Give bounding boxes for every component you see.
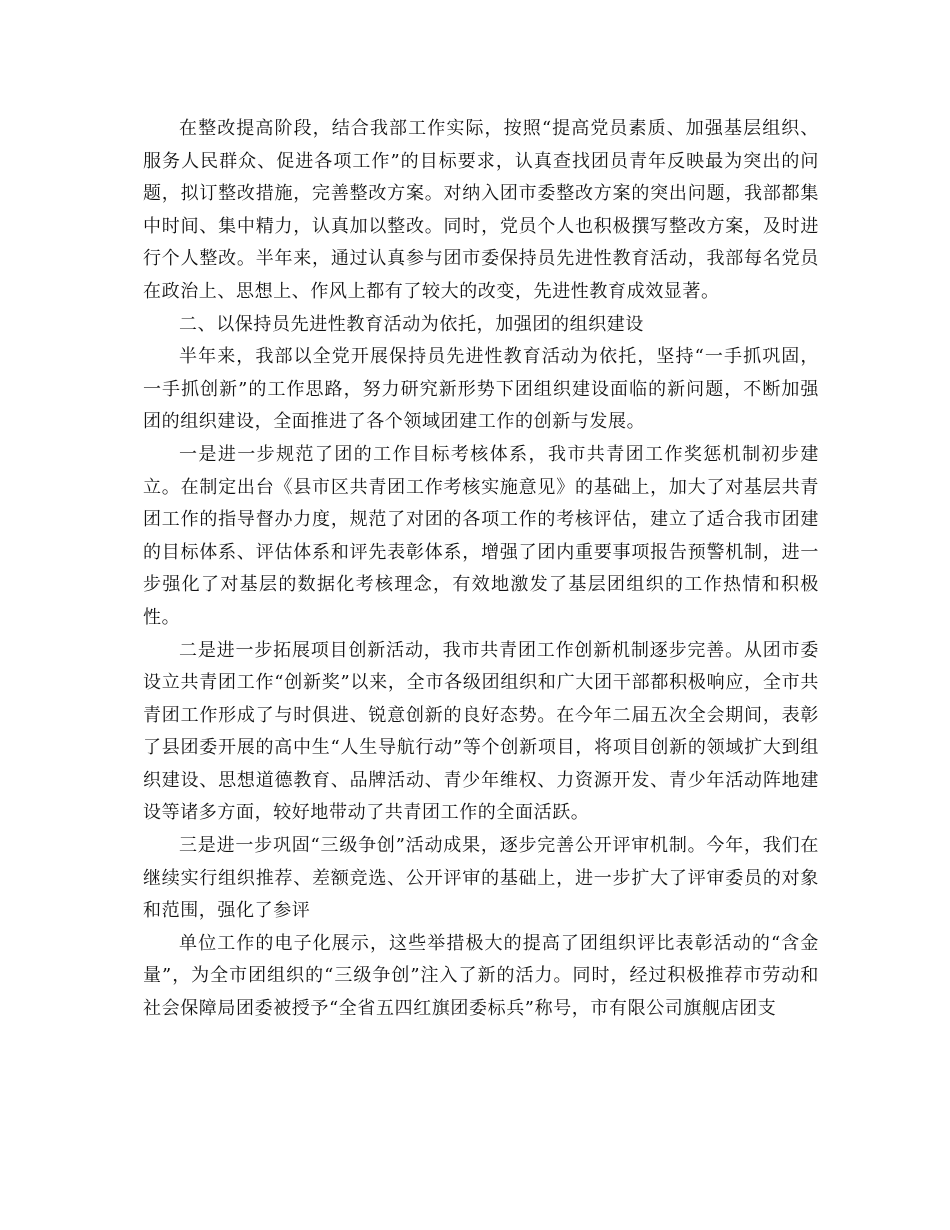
document-body (143, 113, 819, 1026)
section-heading-organization-building: 二、以保持员先进性教育活动为依托，加强团的组织建设 (179, 313, 644, 335)
paragraph-electronic-display: 单位工作的电子化展示，这些举措极大的提高了团组织评比表彰活动的“含金量”，为全市团组织的“三级争创”注入了新的活力。同时，经过积极推荐市劳动和社会保障局团委被授予“全省五四红旗团委标兵”称号，市有限公司旗舰店团支 (143, 932, 819, 1020)
paragraph-point-two-innovation: 二是进一步拓展项目创新活动，我市共青团工作创新机制逐步完善。从团市委设立共青团工作“创新奖”以来，全市各级团组织和广大团干部都积极响应，全市共青团工作形成了与时俱进、锐意创新的良好态势。在今年二届五次全会期间，表彰了县团委开展的高中生“人生导航行动”等个创新项目，将项目创新的领域扩大到组织建设、思想道德教育、品牌活动、青少年维权、力资源开发、青少年活动阵地建设等诸多方面，较好地带动了共青团工作的全面活跃。 (143, 639, 819, 824)
paragraph-half-year-overview: 半年来，我部以全党开展保持员先进性教育活动为依托，坚持“一手抓巩固，一手抓创新”的工作思路，努力研究新形势下团组织建设面临的新问题，不断加强团的组织建设，全面推进了各个领域团建工作的创新与发展。 (143, 346, 819, 433)
paragraph-point-three-competition: 三是进一步巩固“三级争创”活动成果，逐步完善公开评审机制。今年，我们在继续实行组织推荐、差额竞选、公开评审的基础上，进一步扩大了评审委员的对象和范围，强化了参评 (143, 835, 819, 922)
paragraph-point-one-assessment: 一是进一步规范了团的工作目标考核体系，我市共青团工作奖惩机制初步建立。在制定出台《县市区共青团工作考核实施意见》的基础上，加大了对基层共青团工作的指导督办力度，规范了对团的各项工作的考核评估，建立了适合我市团建的目标体系、评估体系和评先表彰体系，增强了团内重要事项报告预警机制，进一步强化了对基层的数据化考核理念，有效地激发了基层团组织的工作热情和积极性。 (143, 443, 819, 628)
paragraph-rectification: 在整改提高阶段，结合我部工作实际，按照“提高党员素质、加强基层组织、服务人民群众、促进各项工作”的目标要求，认真查找团员青年反映最为突出的问题，拟订整改措施，完善整改方案。对纳入团市委整改方案的突出问题，我部都集中时间、集中精力，认真加以整改。同时，党员个人也积极撰写整改方案，及时进行个人整改。半年来，通过认真参与团市委保持员先进性教育活动，我部每名党员在政治上、思想上、作风上都有了较大的改变，先进性教育成效显著。 (143, 118, 819, 302)
